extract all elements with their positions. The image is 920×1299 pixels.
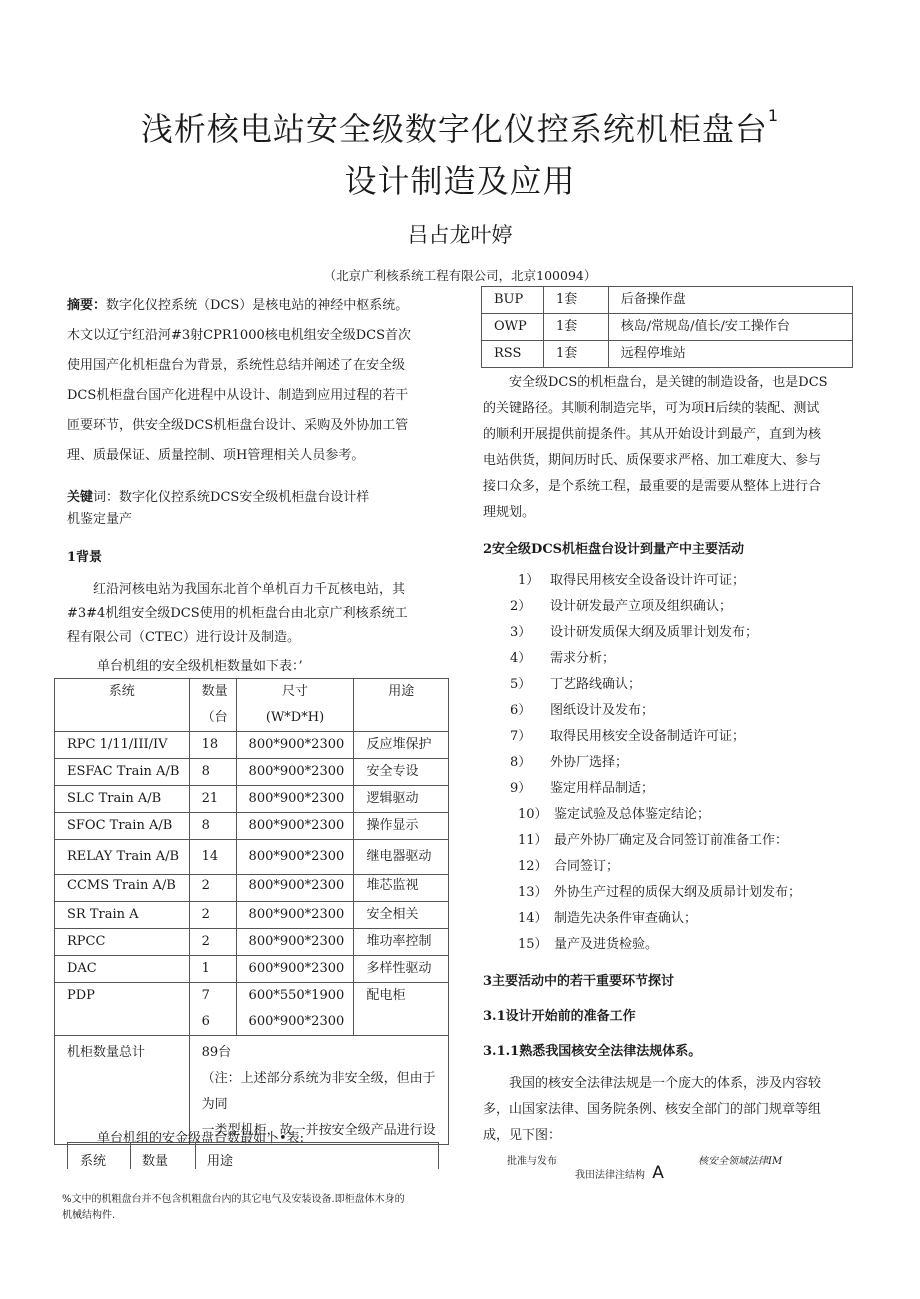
list-item: 7） 取得民用核安全设备制适许可证； — [510, 729, 746, 744]
activity-list — [510, 568, 870, 958]
divider — [195, 1143, 196, 1169]
list-item: 8） 外协厂选择； — [510, 755, 629, 770]
list-item: 15） 量产及进货检验。 — [518, 937, 659, 952]
table-row: SFOC Train A/B 8 800*900*2300 操作显示 — [55, 813, 449, 840]
table-row: OWP 1套 核岛/常规岛/值长/安工操作台 — [482, 314, 853, 341]
abstract: 摘要：数字化仪控系统（DCS）是核电站的神经中枢系统。 木文以辽宁红沿河#3射CPR1000核电机组安全级DCS首次 使用国产化机柜盘台为背景，系统性总结并阐述了在安全级 DCS机柜盘台国产化进程中从设计、制造到应用过程的若干 匝要环节，供安全级DCS机柜盘台设计、采购及外协加工管 理、质最保证、质量控制、项H管理相关人员参考。 — [67, 298, 412, 463]
list-item: 14） 制造先决条件审查确认； — [518, 911, 698, 926]
authors: 吕占龙叶婷 — [407, 223, 513, 247]
figure-letter: A — [652, 1163, 664, 1183]
list-item: 9） 鉴定用样品制适； — [510, 781, 655, 796]
console-table-intro: 单台机组的安金级盘台数最如卜•表: — [97, 1131, 305, 1146]
list-item: 3） 设计研发质保大纲及质罪计划发布； — [510, 625, 759, 640]
section2-heading: 2安全级DCS机柜盘台设计到量产中主要活动 — [483, 542, 745, 557]
table-row: SR Train A 2 800*900*2300 安全相关 — [55, 902, 449, 929]
list-item: 11） 最产外协厂确定及合同签订前准备工作： — [518, 833, 789, 848]
table-row: RPCC 2 800*900*2300 堆功率控制 — [55, 929, 449, 956]
list-item: 6） 图纸设计及发布； — [510, 703, 655, 718]
list-item: 12） 合同签订； — [518, 859, 620, 874]
list-item: 4） 需求分析； — [510, 651, 616, 666]
keywords: 关键词：数字化仪控系统DCS安全级机柜盘台设计样 机鉴定量产 — [67, 490, 370, 527]
cabinet-table — [54, 678, 449, 1145]
table-row: DAC 1 600*900*2300 多样性驱动 — [55, 956, 449, 983]
figure-label-right: 核安全领域法律IM — [698, 1156, 783, 1167]
section3-1-1-heading: 3.1.1熟悉我国核安全法律法规体系。 — [483, 1044, 702, 1059]
table-row: BUP 1套 后备操作盘 — [482, 287, 853, 314]
footnote: %文中的机粗盘台并不包含机粗盘台内的其它电气及安装设备.即柜盘体木身的 机械结构件. — [62, 1194, 405, 1221]
section3-1-heading: 3.1设计开始前的准备工作 — [483, 1009, 636, 1024]
paper-title-line1: 浅析核电站安全级数字化仪控系统机柜盘台$^1$ — [140, 106, 780, 148]
col-header-use: 用途 — [354, 679, 449, 732]
list-item: 1） 取得民用核安全设备设计许可证； — [518, 573, 746, 588]
section1-heading: 1背景 — [67, 550, 103, 565]
list-item: 10） 鉴定试验及总体鉴定结论； — [518, 807, 711, 822]
list-item: 2） 设计研发最产立项及组织确认； — [510, 599, 733, 614]
title-footnote-mark: 1 — [767, 106, 780, 125]
list-item: 5） 丁艺路线确认； — [510, 677, 642, 692]
col-header-system: 系统 — [55, 679, 190, 732]
right-paragraph: 安全级DCS的机柜盘台，是关键的制造设备，也是DCS 的关键路径。其顺利制造完毕，可为项H后续的装配、测试 的顺利开展提供前提条件。其从开始设计到最产，直到为核 电站供货，期间历时氏、质保要求严格、加工难度大、参与 接口众多，是个系统工程，最重要的是需要从整体上进行合 理规划。 — [483, 375, 828, 520]
abstract-label: 摘要： — [67, 298, 107, 313]
console-table-header: 系统 数量 用途 — [67, 1142, 439, 1169]
table-row: RELAY Train A/B 14 800*900*2300 继电器驱动 — [55, 840, 449, 875]
list-item: 13） 外协生产过程的质保大纲及质昴计划发布； — [518, 885, 802, 900]
section1-paragraph: 红沿河核电站为我国东北首个单机百力千瓦核电站，其 #3#4机组安全级DCS使用的机柜盘台由北京广利核系统工 程有限公司（CTEC）进行设计及制造。 — [67, 582, 408, 645]
col-header-size: 尺寸 (W*D*H) — [236, 679, 354, 732]
table-row: CCMS Train A/B 2 800*900*2300 堆芯监视 — [55, 875, 449, 902]
table-header-row — [55, 679, 449, 732]
figure-caption: 我田法律注结构 A — [575, 1163, 664, 1183]
col-header-qty: 数量 （台 — [189, 679, 236, 732]
console-table — [481, 286, 853, 368]
table-row-pdp: PDP 7 6 600*550*1900 600*900*2300 配电柜 — [55, 983, 449, 1036]
table-row-total: 机柜数量总计 89台 （注：上述部分系统为非安全级，但由于 为同 一类型机柜，故一并按安全级产品进行设 — [55, 1036, 449, 1145]
table-row: RPC 1/11/III/IV 18 800*900*2300 反应堆保护 — [55, 732, 449, 759]
divider — [130, 1143, 131, 1169]
table-row: SLC Train A/B 21 800*900*2300 逻辑驱动 — [55, 786, 449, 813]
section3-heading: 3主要活动中的若干重要环节探讨 — [483, 974, 675, 989]
table-row: ESFAC Train A/B 8 800*900*2300 安全专设 — [55, 759, 449, 786]
affiliation: （北京广利核系统工程有限公司，北京100094） — [323, 268, 597, 283]
paper-title-line2: 设计制造及应用 — [344, 162, 576, 200]
table-row: RSS 1套 远程停堆站 — [482, 341, 853, 368]
figure-label-left: 批准与发布 — [507, 1156, 557, 1167]
section3-paragraph: 我国的核安全法律法规是一个庞大的体系，涉及内容较 多，山国家法律、国务院条例、核安全部门的部门规章等组 成，见下图： — [483, 1076, 822, 1143]
cabinet-table-intro: 单台机组的安全级机柜数量如下表：’ — [97, 659, 303, 674]
